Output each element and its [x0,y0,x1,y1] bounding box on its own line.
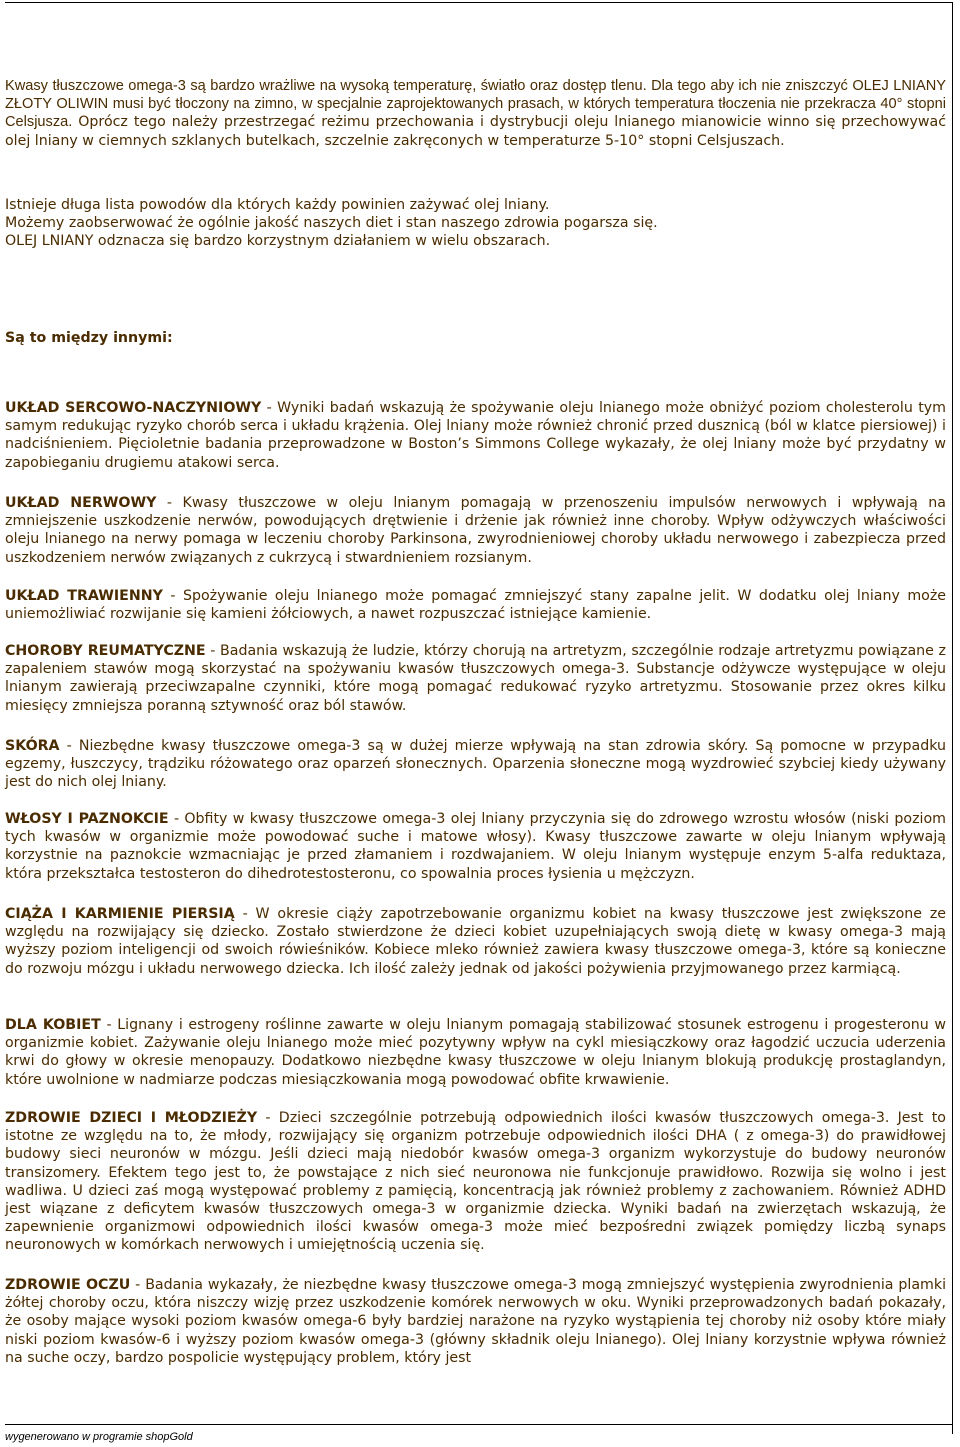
section-title: UKŁAD TRAWIENNY [5,588,163,604]
section-text: - Wyniki badań wskazują że spożywanie oleju lnianego może obniżyć poziom cholesterolu tym samym redukując ryzyko chorób serca i układu krążenia. Olej lniany może również chronić przed dusznicą (ból w klatce piersiowej) i nadciśnieniem. Pięcioletnie badania przeprowadzone w Boston’s Simmons College wykazały, że olej lniany może być przydatny w zapobieganiu drugiemu atakowi serca. [5,400,946,471]
section-nervous [5,494,946,567]
intro-text-rest: Oprócz tego należy przestrzegać reżimu przechowania i dystrybucji oleju lnianego mianowicie winno się przechowywać olej lniany w ciemnych szklanych butelkach, szczelnie zakręconych w temperaturze 5-10° stopni Celsjuszach. [5,114,946,149]
section-children [5,1109,946,1255]
section-text: - Spożywanie oleju lnianego może pomagać zmniejszyć stany zapalne jelit. W dodatku olej lniany może uniemożliwiać rozwijanie się kamieni żółciowych, a nawet rozpuszczać istniejące kamienie. [5,588,946,623]
section-text: - Dzieci szczególnie potrzebują odpowiednich ilości kwasów tłuszczowych omega-3. Jest to istotne ze względu na to, że młody, rozwijający się organizm potrzebuje odpowiednich ilości DHA ( z omega-3) do prawidłowej budowy sieci neuronów w mózgu. Jeśli dzieci mają niedobór kwasów omega-3 organizm wykorzystuje do budowy neuronów transizomery. Efektem tego jest to, że powstające z nich sieć neuronowa nie funkcjonuje prawidłowo. Rozwija się wolno i jest wadliwa. U dzieci zaś mogą występować problemy z pamięcią, koncentracją jak również problemy z zachowaniem. Również ADHD jest wiązane z deficytem kwasów tłuszczowych omega-3 w organizmie dziecka. Wyniki badań na zwierzętach wskazują, że zapewnienie organizmowi odpowiednich ilości kwasów omega-3 może mieć bezpośredni związek pomiędzy liczbą synaps neuronowych w komórkach nerwowych i umiejętnością uczenia się. [5,1110,946,1254]
section-text: - W okresie ciąży zapotrzebowanie organizmu kobiet na kwasy tłuszczowe jest zwiększone ze względu na rozwijający się dziecko. Zostało stwierdzone że dzieci kobiet uzupełniających swoją dietę w kwasy omega-3 mają wyższy poziom inteligencji od swoich rówieśników. Kobiece mleko również zawiera kwasy tłuszczowe omega-3, które są konieczne do rozwoju mózgu i układu nerwowego dziecka. Ich ilość zależy jednak od jakości pożywienia przyjmowanego przez karmiącą. [5,906,947,977]
section-text: - Niezbędne kwasy tłuszczowe omega-3 są w dużej mierze wpływają na stan zdrowia skóry. Są pomocne w przypadku egzemy, łuszczycy, trądziku różowatego oraz oparzeń słonecznych. Oparzenia słoneczne mogą wyzdrowieć szybciej kiedy używany jest do nich olej lniany. [5,738,946,791]
section-text: - Badania wykazały, że niezbędne kwasy tłuszczowe omega-3 mogą zmniejszyć występienia zwyrodnienia plamki żółtej choroby oczu, która niszczy wizję przez uszkodzenie komórek nerwowych w oku. Wyniki przeprowadzonych badań pokazały, że osoby mające wysoki poziom kwasów omega-6 były bardziej narażone na ryzyko wystąpienia tej choroby niż osoby które miały niski poziom kwasów-6 i wyższy poziom kwasów omega-3 (główny składnik oleju lnianego). Olej lniany korzystnie wpływa również na suche oczy, bardzo pospolicie występujący problem, który jest [5,1277,947,1366]
section-title: DLA KOBIET [5,1017,101,1033]
intro-line-1: Istnieje długa lista powodów dla których każdy powinien zażywać olej lniany. [5,197,550,213]
section-text: - Obfity w kwasy tłuszczowe omega-3 olej lniany przyczynia się do zdrowego wzrostu włosów (niski poziom tych kwasów w organizmie może powodować suche i matowe włosy). Kwasy tłuszczowe zawarte w oleju lnianym wpływają korzystnie na paznokcie wzmacniając je przed złamaniem i rozdwajaniem. W oleju lnianym występuje enzym 5-alfa reduktaza, która przekształca testosteron do dihedrotestosteronu, co spowalnia proces łysienia u mężczyzn. [5,811,946,882]
section-text: - Lignany i estrogeny roślinne zawarte w oleju lnianym pomagają stabilizować stosunek estrogenu i progesteronu w organizmie kobiet. Zażywanie oleju lnianego może mieć pozytywny wpływ na cykl miesiączkowy oraz łagodzić uczucia uderzenia krwi do głowy w okresie menopauzy. Dodatkowo niezbędne kwasy tłuszczowe w oleju lnianym blokują produkcję prostaglandyn, które uwolnione w nadmiarze podczas miesiączkowania mogą powodować obfite krwawienie. [5,1017,946,1088]
section-hair-nails [5,810,946,883]
intro-lines [5,196,946,251]
intro-line-3: OLEJ LNIANY odznacza się bardzo korzystnym działaniem w wielu obszarach. [5,233,551,250]
footer-generator-note: wygenerowano w programie shopGold [5,1431,193,1443]
section-title: WŁOSY I PAZNOKCIE [5,811,169,827]
section-text: - Badania wskazują że ludzie, którzy chorują na artretyzm, szczególnie rodzaje artretyzmu powiązane z zapaleniem stawów mogą skorzystać na spożywaniu kwasów tłuszczowych omega-3. Substancje odżywcze występujące w oleju lnianym zawierają przeciwzapalne czynniki, które mogą pomagać redukować ryzyko artretyzmu. Stosowanie przez okres kilku miesięcy zmniejsza poranną sztywność oraz ból stawów. [5,643,946,714]
list-heading: Są to między innymi: [5,330,173,346]
intro-paragraph [5,77,946,150]
section-eyes [5,1276,946,1367]
section-skin [5,737,946,792]
section-digestive [5,587,946,623]
section-title: UKŁAD SERCOWO-NACZYNIOWY [5,400,262,416]
section-title: CHOROBY REUMATYCZNE [5,643,206,659]
section-title: SKÓRA [5,738,60,754]
intro-text-sans: Kwasy tłuszczowe omega-3 są bardzo wrażliwe na wysoką temperaturę, światło oraz dostęp tlenu. Dla tego aby ich nie zniszczyć OLEJ LNIANY ZŁOTY OLIWIN musi być tłoczony na zimno, w specjalnie zaprojektowanych prasach, w których temperatura tłoczenia nie przekracza 40° stopni Celsjusza. [5,78,946,131]
right-border [952,2,953,1434]
section-title: UKŁAD NERWOWY [5,495,157,511]
section-rheumatic [5,642,946,715]
section-text: - Kwasy tłuszczowe w oleju lnianym pomagają w przenoszeniu impulsów nerwowych i wpływają na zmniejszenie uszkodzenie nerwów, powodujących drętwienie i drżenie jak również inne choroby. Wpływ odżywczych właściwości oleju lnianego na nerwy pomaga w leczeniu choroby Parkinsona, zwyrodnieniowej choroby układu nerwowego i zabezpiecza przed uszkodzeniem nerwów związanych z cukrzycą i stwardnieniem rozsianym. [5,495,946,566]
intro-line-2: Możemy zaobserwować że ogólnie jakość naszych diet i stan naszego zdrowia pogarsza się. [5,215,658,232]
top-border [5,2,953,3]
section-cardiovascular [5,399,946,472]
section-title: CIĄŻA I KARMIENIE PIERSIĄ [5,906,235,922]
section-title: ZDROWIE OCZU [5,1277,131,1293]
document-page [5,0,946,1447]
section-women [5,1016,946,1089]
bottom-border [5,1424,953,1425]
section-pregnancy [5,905,946,978]
section-title: ZDROWIE DZIECI I MŁODZIEŻY [5,1110,258,1126]
